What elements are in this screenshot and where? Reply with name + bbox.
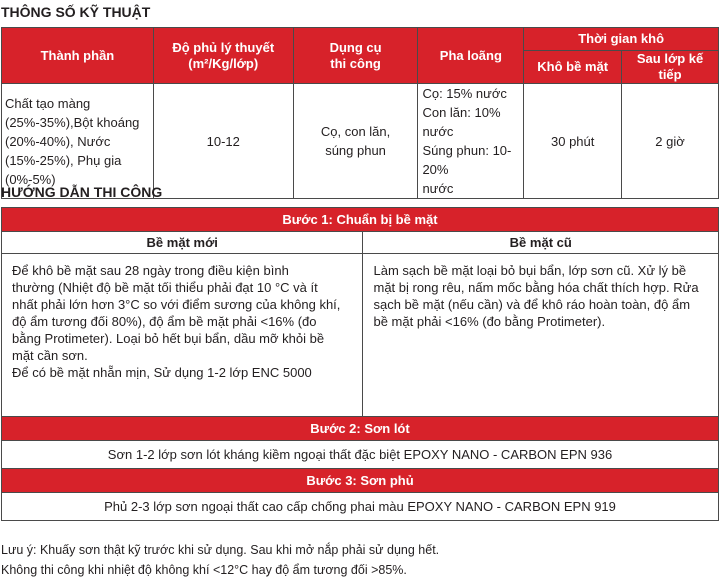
new-surface-description xyxy=(2,254,363,417)
tools-cell xyxy=(293,84,418,199)
recoat-cell: 2 giờ xyxy=(622,84,719,199)
component-line: Chất tạo màng xyxy=(5,95,91,111)
new-surface-line: Để khô bề mặt sau 28 ngày trong điều kiện bình xyxy=(12,263,289,278)
old-surface-line: sạch bề mặt (nếu cần) và để khô ráo hoàn toàn, độ ẩm xyxy=(373,297,691,312)
header-tools-line2: thi công xyxy=(330,55,381,71)
new-surface-line: nhất phải lớn hơn 3°C so với điểm sương của không khí, xyxy=(12,297,341,312)
spec-section-title: THÔNG SỐ KỸ THUẬT xyxy=(1,4,151,20)
surface-dry-cell: 30 phút xyxy=(524,84,622,199)
step2-text: Sơn 1-2 lớp sơn lót kháng kiềm ngoại thất đặc biệt EPOXY NANO - CARBON EPN 936 xyxy=(2,441,719,469)
component-line: (0%-5%) xyxy=(5,171,56,187)
steps-table xyxy=(1,207,719,521)
header-coverage xyxy=(153,28,293,84)
old-surface-heading: Bề mặt cũ xyxy=(363,232,719,254)
old-surface-description xyxy=(363,254,719,417)
tools-line: Cọ, con lăn, xyxy=(320,124,391,139)
old-surface-line: Làm sạch bề mặt loại bỏ bụi bẩn, lớp sơn cũ. Xử lý bề xyxy=(373,263,687,278)
header-tools xyxy=(293,28,418,84)
header-component: Thành phần xyxy=(2,28,154,84)
tools-line: súng phun xyxy=(325,143,386,158)
spec-table xyxy=(1,27,719,199)
new-surface-line: bằng Protimeter). Loại bỏ hết bụi bẩn, dầu mỡ khỏi bề xyxy=(12,331,325,346)
header-recoat: Sau lớp kế tiếp xyxy=(622,51,719,84)
step2-header: Bước 2: Sơn lót xyxy=(2,417,719,441)
note-line-1: Lưu ý: Khuấy sơn thật kỹ trước khi sử dụng. Sau khi mở nắp phải sử dụng hết. xyxy=(1,543,440,557)
step3-text: Phủ 2-3 lớp sơn ngoại thất cao cấp chống phai màu EPOXY NANO - CARBON EPN 919 xyxy=(2,493,719,521)
new-surface-line: độ ẩm tương đối 80%), độ ẩm bề mặt phải <16% (đo xyxy=(12,314,317,329)
header-surface-dry: Khô bề mặt xyxy=(524,51,622,84)
old-surface-line: mặt bị rong rêu, nấm mốc bằng hóa chất thích hợp. Rửa xyxy=(373,280,699,295)
dilution-line: Con lăn: 10% nước xyxy=(422,105,501,139)
new-surface-line: mặt cần sơn. xyxy=(12,348,88,363)
step1-header: Bước 1: Chuẩn bị bề mặt xyxy=(2,208,719,232)
new-surface-heading: Bề mặt mới xyxy=(2,232,363,254)
old-surface-line: bề mặt phải <16% (đo bằng Protimeter). xyxy=(373,314,606,329)
dilution-line: nước xyxy=(422,181,454,196)
step3-header: Bước 3: Sơn phủ xyxy=(2,469,719,493)
dilution-cell xyxy=(418,84,524,199)
component-line: (15%-25%), Phụ gia xyxy=(5,152,122,168)
dilution-line: Cọ: 15% nước xyxy=(422,86,507,101)
header-drying: Thời gian khô xyxy=(524,28,719,51)
header-coverage-line2: (m²/Kg/lớp) xyxy=(188,55,259,71)
new-surface-line: Để có bề mặt nhẵn mịn, Sử dụng 1-2 lớp ENC 5000 xyxy=(12,365,312,380)
guide-section-title: HƯỚNG DẪN THI CÔNG xyxy=(1,184,163,200)
component-line: (20%-40%), Nước xyxy=(5,133,111,149)
header-coverage-line1: Độ phủ lý thuyết xyxy=(172,39,275,55)
header-dilution: Pha loãng xyxy=(418,28,524,84)
coverage-cell: 10-12 xyxy=(153,84,293,199)
new-surface-line: thường (Nhiệt độ bề mặt tối thiểu phải đạt 10 °C và ít xyxy=(12,280,318,295)
header-tools-line1: Dụng cụ xyxy=(329,39,382,55)
component-cell xyxy=(2,84,154,199)
note-line-2: Không thi công khi nhiệt độ không khí <12°C hay độ ẩm tương đối >85%. xyxy=(1,563,407,577)
dilution-line: Súng phun: 10-20% xyxy=(422,143,512,177)
component-line: (25%-35%),Bột khoáng xyxy=(5,114,140,130)
